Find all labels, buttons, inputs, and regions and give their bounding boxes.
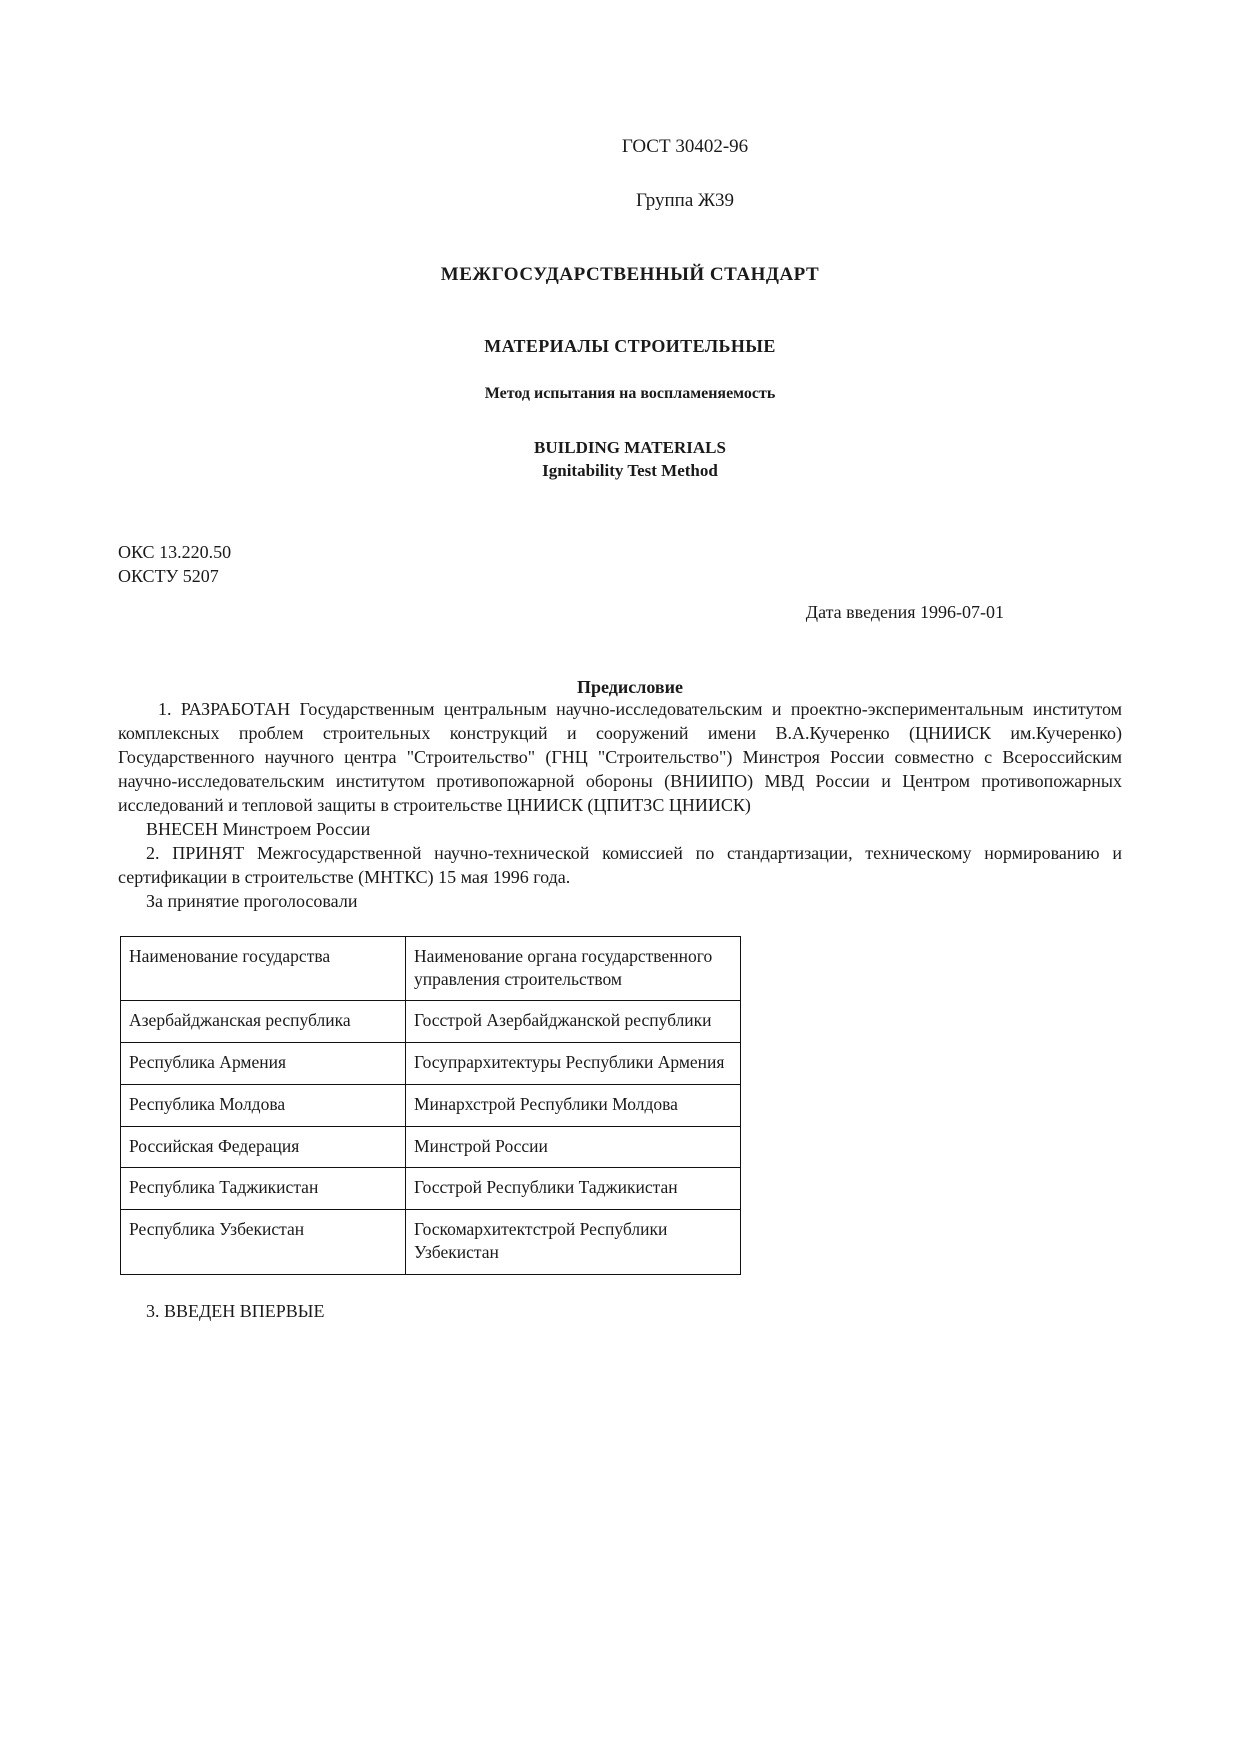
table-cell-state: Республика Узбекистан [121,1210,406,1275]
table-cell-state: Российская Федерация [121,1126,406,1168]
table-header-authority: Наименование органа государственного управления строительством [406,936,741,1001]
paragraph-voted-for: За принятие проголосовали [146,890,358,911]
english-title-block [138,437,1122,483]
table-cell-authority: Госкомархитектстрой Республики Узбекистан [406,1210,741,1275]
method-title: Метод испытания на воспламеняемость [484,385,776,402]
okstu-code: ОКСТУ 5207 [118,565,219,586]
table-cell-authority: Минархстрой Республики Молдова [406,1084,741,1126]
introduction-date: Дата введения 1996-07-01 [805,602,1004,623]
paragraph-introduced-first-time: 3. ВВЕДЕН ВПЕРВЫЕ [146,1300,325,1321]
voting-states-table [120,936,741,1275]
table-row [121,1043,741,1085]
table-cell-authority: Минстрой России [406,1126,741,1168]
material-title: МАТЕРИАЛЫ СТРОИТЕЛЬНЫЕ [484,336,776,356]
table-cell-state: Азербайджанская республика [121,1001,406,1043]
table-row [121,1084,741,1126]
paragraph-adopted-by: 2. ПРИНЯТ Межгосударственной научно-технической комиссией по стандартизации, техническому нормированию и сертификации в строительстве (МНТКС) 15 мая 1996 года. [118,843,1122,887]
classification-codes [118,541,1122,589]
standard-type-title: МЕЖГОСУДАРСТВЕННЫЙ СТАНДАРТ [440,264,820,285]
table-row [121,1001,741,1043]
table-header-row [121,936,741,1001]
table-cell-state: Республика Таджикистан [121,1168,406,1210]
document-group: Группа Ж39 [635,190,735,211]
table-cell-authority: Госупрархитектуры Республики Армения [406,1043,741,1085]
document-number: ГОСТ 30402-96 [621,136,749,157]
english-title: BUILDING MATERIALS [534,438,726,457]
table-cell-authority: Госстрой Республики Таджикистан [406,1168,741,1210]
table-cell-state: Республика Молдова [121,1084,406,1126]
oks-code: ОКС 13.220.50 [118,541,232,562]
table-row [121,1126,741,1168]
table-row [121,1210,741,1275]
table-cell-authority: Госстрой Азербайджанской республики [406,1001,741,1043]
table-row [121,1168,741,1210]
paragraph-developed-by: 1. РАЗРАБОТАН Государственным центральным научно-исследовательским и проектно-экспериментальным институтом комплексных проблем строительных конструкций и сооружений имени В.А.Кучеренко (ЦНИИСК им.Кучеренко) Государственного научного центра "Строительство" (ГНЦ "Строительство") Минстроя России совместно с Всероссийским научно-исследовательским институтом противопожарной обороны (ВНИИПО) МВД России и Центром противопожарных исследований и тепловой защиты в строительстве ЦНИИСК (ЦПИТЗС ЦНИИСК) [118,699,1122,816]
english-subtitle: Ignitability Test Method [542,460,718,480]
table-header-state: Наименование государства [121,936,406,1001]
table-cell-state: Республика Армения [121,1043,406,1085]
preamble-heading: Предисловие [577,677,683,698]
paragraph-submitted-by: ВНЕСЕН Минстроем России [146,819,371,840]
